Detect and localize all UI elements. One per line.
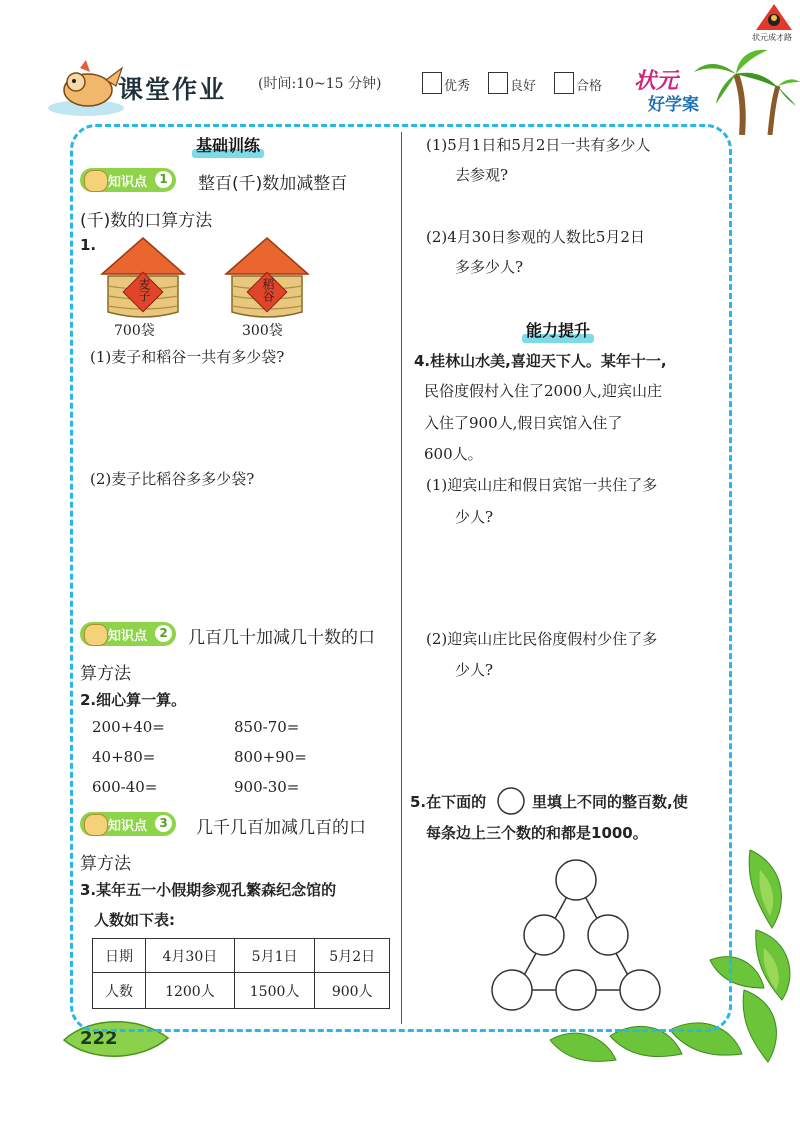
q4-sub1-line2: 少人? [455,508,494,526]
q3-sub1-line2: 去参观? [455,166,509,184]
rating-label-excellent: 优秀 [444,79,471,94]
k3-heading-line2: 算方法 [80,854,131,874]
q2-item: 800+90= [234,748,307,766]
knowledge-badge-label: 知识点 [108,629,148,644]
q2-item: 600-40= [92,778,158,796]
table-cell: 人数 [93,973,146,1009]
knowledge-badge-1 [80,168,176,192]
q2-item: 850-70= [234,718,300,736]
brand-bottom: 好学案 [648,95,699,115]
k3-heading-line1: 几千几百加减几百的口 [196,818,366,838]
table-cell: 1200人 [146,973,235,1009]
q3-line2: 人数如下表: [94,911,175,929]
rating-checkbox-good[interactable] [488,72,508,94]
knowledge-badge-number: 3 [155,815,172,832]
q3-sub1-line1: (1)5月1日和5月2日一共有多少人 [426,136,651,154]
brand-top: 状元 [634,69,679,94]
q4-line4: 600人。 [424,445,483,463]
section-title-basic [196,133,260,156]
koala-icon [84,814,108,836]
granary-count: 700袋 [114,323,155,339]
time-limit: (时间:10~15 分钟) [258,76,382,92]
number-triangle [486,855,666,1015]
table-cell: 900人 [315,973,390,1009]
blank-circle-mid-left[interactable] [524,915,564,955]
rating-label-pass: 合格 [576,79,603,94]
q4-line1: 4.桂林山水美,喜迎天下人。某年十一, [414,352,667,370]
blank-circle-top[interactable] [556,860,596,900]
rating-label-good: 良好 [510,79,537,94]
k1-heading-line2: (千)数的口算方法 [80,211,213,231]
knowledge-badge-label: 知识点 [108,819,148,834]
knowledge-badge-3 [80,812,176,836]
k2-heading-line2: 算方法 [80,664,131,684]
q1-sub1: (1)麦子和稻谷一共有多少袋? [90,348,285,366]
table-cell: 日期 [93,939,146,973]
q3-sub2-line2: 多多少人? [455,258,524,276]
q4-sub1-line1: (1)迎宾山庄和假日宾馆一共住了多 [426,476,658,494]
q5-line1-b: 里填上不同的整百数,使 [532,793,688,811]
circle-blank-icon [495,786,527,816]
section-title-advanced [526,318,590,341]
visitors-table [92,938,390,1009]
page-title: 课堂作业 [118,75,227,104]
koala-icon [84,624,108,646]
table-cell: 5月2日 [315,939,390,973]
table-row [93,939,390,973]
table-row [93,973,390,1009]
header [0,0,800,120]
blank-circle-bottom-left[interactable] [492,970,532,1010]
rating-checkbox-excellent[interactable] [422,72,442,94]
k2-heading-line1: 几百几十加减几十数的口 [188,628,375,648]
q5-line1-a: 5.在下面的 [410,793,487,811]
rating-checkbox-pass[interactable] [554,72,574,94]
granary-wheat [98,236,188,340]
table-cell: 1500人 [234,973,315,1009]
q3-sub2-line1: (2)4月30日参观的人数比5月2日 [426,228,645,246]
granary-count: 300袋 [242,323,283,339]
palm-tree-icon [690,40,800,135]
q4-line3: 入住了900人,假日宾馆入住了 [424,414,623,432]
blank-circle-bottom-mid[interactable] [556,970,596,1010]
q4-line2: 民俗度假村入住了2000人,迎宾山庄 [424,382,662,400]
knowledge-badge-number: 2 [155,625,172,642]
blank-circle-bottom-right[interactable] [620,970,660,1010]
q1-number: 1. [80,236,97,254]
granary-rice [222,236,312,340]
koala-icon [84,170,108,192]
q4-sub2-line2: 少人? [455,661,494,679]
mascot-icon [46,60,126,118]
q1-sub2: (2)麦子比稻谷多多少袋? [90,470,255,488]
q3-line1: 3.某年五一小假期参观孔繁森纪念馆的 [80,881,337,899]
q2-item: 900-30= [234,778,300,796]
publisher-logo-text: 状元成才路 [752,33,792,42]
section-title-advanced-text: 能力提升 [526,321,591,340]
table-cell: 5月1日 [234,939,315,973]
knowledge-badge-number: 1 [155,171,172,188]
blank-circle-mid-right[interactable] [588,915,628,955]
page-number: 222 [80,1028,118,1049]
q2-item: 40+80= [92,748,156,766]
k1-heading-line1: 整百(千)数加减整百 [198,174,348,194]
granary-label: 稻谷 [261,278,275,302]
section-title-basic-text: 基础训练 [196,136,261,155]
granary-label: 麦子 [137,278,151,302]
q2-title: 2.细心算一算。 [80,691,187,709]
column-divider [401,132,402,1024]
knowledge-badge-label: 知识点 [108,175,148,190]
q2-item: 200+40= [92,718,165,736]
q4-sub2-line1: (2)迎宾山庄比民俗度假村少住了多 [426,630,658,648]
knowledge-badge-2 [80,622,176,646]
q5-line2: 每条边上三个数的和都是1000。 [426,824,648,842]
table-cell: 4月30日 [146,939,235,973]
